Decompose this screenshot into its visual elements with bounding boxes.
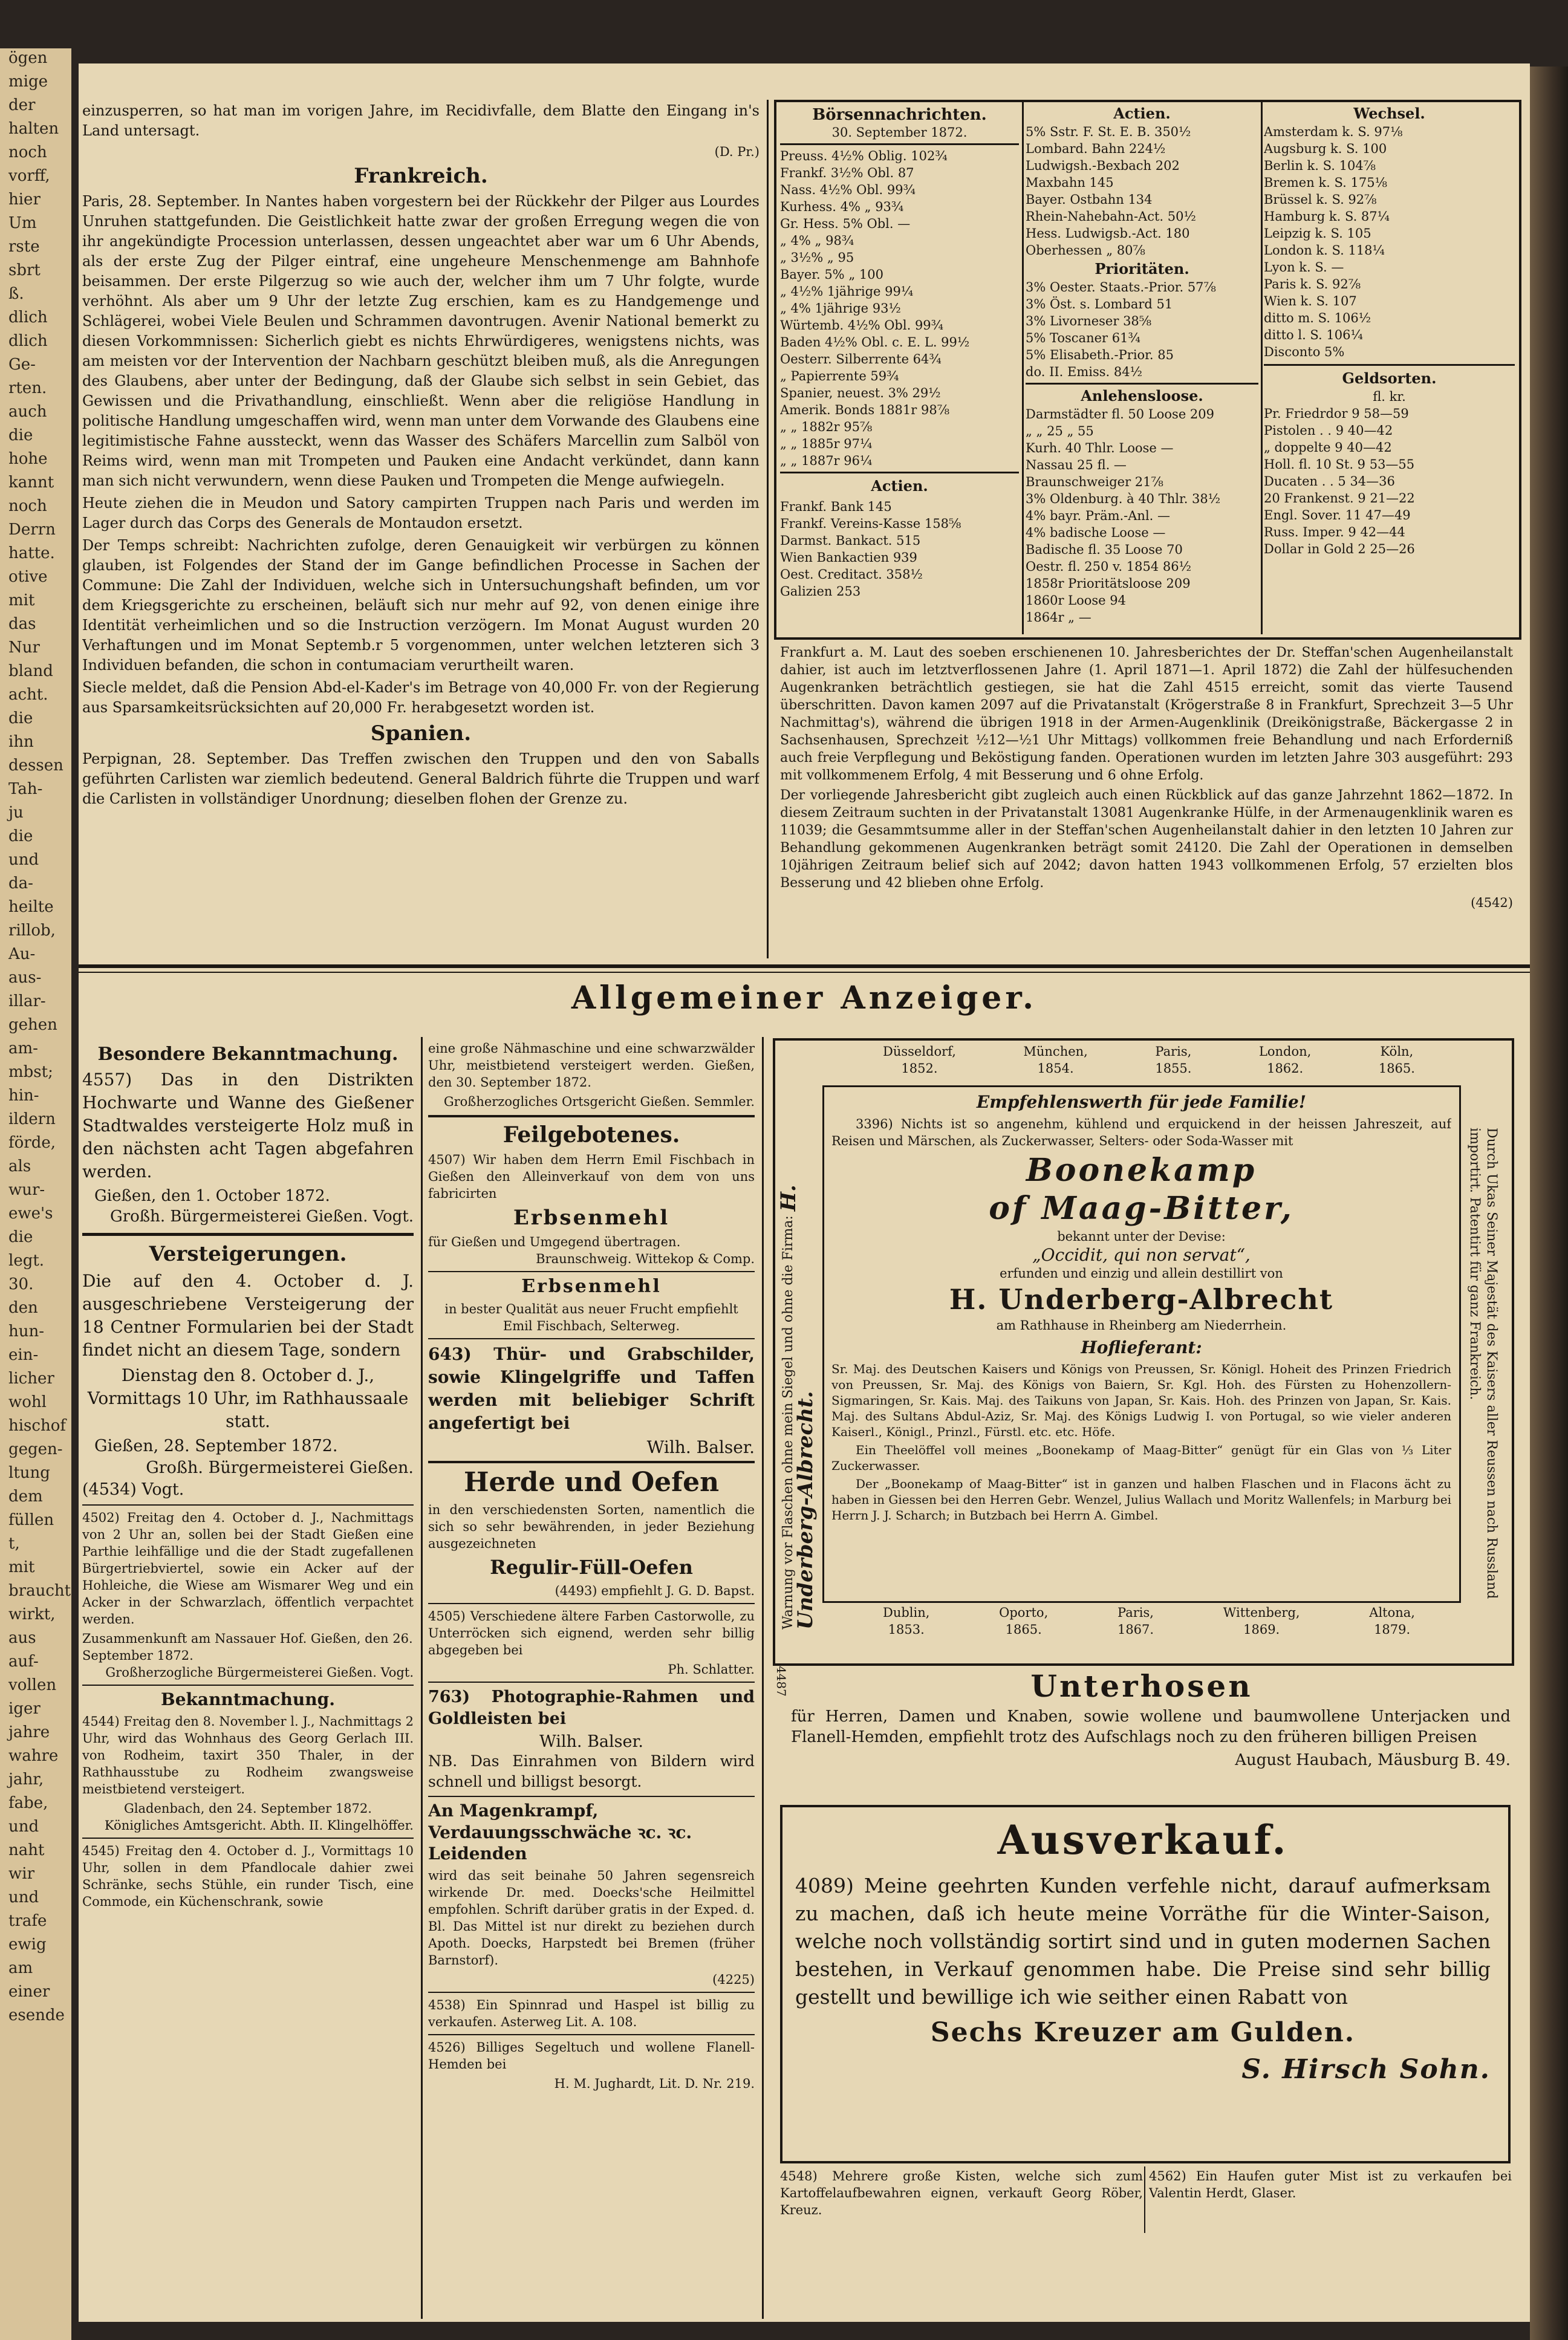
erbsenmehl-1: Erbsenmehl xyxy=(513,1206,670,1230)
actien-row: Galizien 253 xyxy=(780,584,861,599)
margin-fragment: licher xyxy=(8,1370,54,1388)
vers-text-2: Dienstag den 8. October d. J., Vormittags 10 Uhr, im Rathhaussaale statt. xyxy=(87,1365,409,1431)
margin-fragment: mit xyxy=(8,591,35,609)
ausverkauf-content xyxy=(795,1814,1491,2153)
margin-fragment: förde, xyxy=(8,1134,56,1152)
ad-4507-sign: Braunschweig. Wittekop & Comp. xyxy=(536,1252,755,1266)
margin-fragment: aus xyxy=(8,1629,36,1647)
margin-fragment: Au- xyxy=(8,945,36,963)
geld-row: „ doppelte 9 40—42 xyxy=(1264,440,1392,455)
margin-fragment: ju xyxy=(8,804,24,822)
france-paragraph-4: Siecle meldet, daß die Pension Abd-el-Kader's im Betrage von 40,000 Fr. von der Regierung aus Sparsamkeitsrücksichten auf 20,000 Fr. herabgesetzt worden ist. xyxy=(82,679,760,716)
medal-city: München, 1854. xyxy=(1023,1044,1088,1076)
margin-fragment: Tah- xyxy=(8,780,43,798)
margin-fragment: rten. xyxy=(8,379,47,397)
wechsel-row: Lyon k. S. — xyxy=(1264,260,1344,275)
bond-row: Kurhess. 4% „ 93¾ xyxy=(780,200,904,214)
anlehen-title: Anlehensloose. xyxy=(1081,387,1203,405)
wechsel-row: Leipzig k. S. 105 xyxy=(1264,226,1371,241)
medal-city: Düsseldorf, 1852. xyxy=(883,1044,956,1076)
margin-fragment: wohl xyxy=(8,1393,47,1411)
anlehen-row: 3% Oldenburg. à 40 Thlr. 38½ xyxy=(1026,492,1221,506)
bond-row: „ 4% „ 98¾ xyxy=(780,233,854,248)
geld-row: Engl. Sover. 11 47—49 xyxy=(1264,508,1411,522)
boonekamp-verkauf: Der „Boonekamp of Maag-Bitter“ ist in ganzen und halben Flaschen und in Flacons ächt zu haben in Giessen bei den Herren Gebr. Wenzel, Julius Wallach und Moritz Wallenfels; in Marburg bei Herrn J. J. Scharch; in Butzbach bei Herrn A. Gimbel. xyxy=(831,1477,1451,1523)
unterhosen-text: für Herren, Damen und Knaben, sowie wollene und baumwollene Unterjacken und Flanell-Hemden, empfiehlt trotz des Aufschlags noch zu den früheren billigen Preisen xyxy=(791,1708,1511,1746)
france-paragraph-2: Heute ziehen die in Meudon und Satory campirten Truppen nach Paris und werden im Lager durch das Corps des Generals de Montaudon ersetzt. xyxy=(82,495,760,531)
margin-fragment: noch xyxy=(8,497,47,515)
anlehen-row: Badische fl. 35 Loose 70 xyxy=(1026,542,1183,557)
geld-row: Pistolen . . 9 40—42 xyxy=(1264,423,1393,438)
prior-row: 3% Livorneser 38⅝ xyxy=(1026,314,1152,328)
ad-4544-sign: Königliches Amtsgericht. Abth. II. Klingelhöffer. xyxy=(104,1818,414,1833)
margin-fragment: vorff, xyxy=(8,167,50,185)
boonekamp-loeffel: Ein Theelöffel voll meines „Boonekamp of Maag-Bitter“ genügt für ein Glas von ⅓ Liter Zuckerwasser. xyxy=(831,1443,1451,1473)
prior-list xyxy=(1026,279,1258,380)
geld-head: fl. kr. xyxy=(1373,389,1406,404)
bond-row: „ 3½% „ 95 xyxy=(780,250,854,265)
margin-fragment: ögen xyxy=(8,49,48,67)
medal-city: Köln, 1865. xyxy=(1378,1044,1415,1076)
actien-row: Bayer. Ostbahn 134 xyxy=(1026,192,1153,207)
margin-fragment: wahre xyxy=(8,1747,59,1765)
margin-fragment: die xyxy=(8,709,33,727)
margin-fragment: halten xyxy=(8,120,59,138)
geld-row: 20 Frankenst. 9 21—22 xyxy=(1264,491,1415,505)
margin-fragment: Derrn xyxy=(8,521,56,539)
prior-row: 5% Toscaner 61¾ xyxy=(1026,331,1140,345)
margin-fragment: ltung xyxy=(8,1464,50,1482)
ad-763-nb: NB. Das Einrahmen von Bildern wird schnell und billigst besorgt. xyxy=(428,1752,755,1790)
medal-city: Dublin, 1853. xyxy=(883,1605,930,1637)
boonekamp-top-cities xyxy=(883,1043,1415,1085)
margin-fragment: esende xyxy=(8,2006,65,2024)
margin-fragment: hin- xyxy=(8,1087,39,1105)
boonekamp-maker-addr: am Rathhause in Rheinberg am Niederrhein. xyxy=(996,1318,1287,1333)
wechsel-row: Paris k. S. 92⅞ xyxy=(1264,277,1361,291)
margin-fragment: ß. xyxy=(8,285,24,303)
spain-paragraph: Perpignan, 28. September. Das Treffen zwischen den Truppen und den von Saballs geführten Carlisten war ziemlich bedeutend. General Baldrich führte die Truppen und warf die Carlisten in vollständiger Unordnung; dieselben flohen der Grenze zu. xyxy=(82,750,760,807)
ads-divider-2 xyxy=(762,1037,764,2319)
bond-row: Oesterr. Silberrente 64¾ xyxy=(780,352,942,366)
heading-spanien: Spanien. xyxy=(370,721,472,746)
vers-num: (4534) Vogt. xyxy=(82,1480,184,1499)
margin-fragment: wir xyxy=(8,1865,34,1883)
prior-row: do. II. Emiss. 84½ xyxy=(1026,365,1142,379)
boerse-date: 30. September 1872. xyxy=(831,125,968,140)
medal-city: Paris, 1867. xyxy=(1117,1605,1154,1637)
erbsenmehl-2: Erbsenmehl xyxy=(521,1276,662,1297)
ad-643: 643) Thür- und Grabschilder, sowie Klingelgriffe und Taffen werden mit beliebiger Schrift angefertigt bei xyxy=(428,1344,755,1433)
frankfurt-text-2: Der vorliegende Jahresbericht gibt zugleich auch einen Rückblick auf das ganze Jahrzehnt 1862—1872. In diesem Zeitraum suchten in der Privatanstalt 13081 Augenkranke Hülfe, in der Armenaugenklinik waren es 11039; die Gesammtsumme aller in der Steffan'schen Augenheilanstalt dahier in den letzten 10 Jahren zur Behandlung gekommenen Augenkranken beträgt somit 24120. Die Zahl der Operationen in demselben 10jährigen Zeitraum belief sich auf 2042; davon hatten 1943 vollkommenen Erfolg, 57 erzielten blos Besserung und 42 blieben ohne Erfolg. xyxy=(780,788,1513,891)
margin-fragment: am- xyxy=(8,1039,38,1058)
actien-row: Frankf. Bank 145 xyxy=(780,499,892,514)
margin-fragment: fabe, xyxy=(8,1794,48,1812)
regulir-oefen: Regulir-Füll-Oefen xyxy=(490,1556,693,1579)
ad-4502-place: Zusammenkunft am Nassauer Hof. Gießen, den 26. September 1872. xyxy=(82,1631,413,1663)
margin-fragment: otive xyxy=(8,568,48,586)
bek-date: Gießen, den 1. October 1872. xyxy=(94,1187,330,1205)
ad-4502-sign: Großherzogliche Bürgermeisterei Gießen. Vogt. xyxy=(105,1665,414,1680)
margin-fragment: rste xyxy=(8,238,40,256)
france-paragraph-3: Der Temps schreibt: Nachrichten zufolge, deren Genauigkeit wir verbürgen zu können glauben, ist Folgendes der Stand der im Gange befindlichen Processe in Sachen der Commune: Die Zahl der Individuen, welche sich in Untersuchungshaft befinden, um vor dem Kriegsgerichte zu erscheinen, beläuft sich nur mehr auf 92, von denen einige ihre Identität verheimlichen und so die Instruction verzögern. Im Monat August wurden 20 Verhaftungen und im Monat Septemb.r 5 vorgenommen, unter welchen letzteren sich 3 Individuen befanden, die schon in contumaciam verurtheilt waren. xyxy=(82,537,760,674)
bond-row: Bayer. 5% „ 100 xyxy=(780,267,883,282)
ad-4538: 4538) Ein Spinnrad und Haspel ist billig zu verkaufen. Asterweg Lit. A. 108. xyxy=(428,1998,755,2029)
boonekamp-empf: Empfehlenswerth für jede Familie! xyxy=(976,1092,1307,1112)
anlehen-row: Nassau 25 fl. — xyxy=(1026,458,1127,472)
margin-fragment: acht. xyxy=(8,686,48,704)
wechsel-row: Disconto 5% xyxy=(1264,345,1345,359)
boonekamp-intro: 3396) Nichts ist so angenehm, kühlend und erquickend in der heissen Jahreszeit, auf Reisen und Märschen, als Zuckerwasser, Selters- oder Soda-Wasser mit xyxy=(831,1117,1451,1148)
margin-fragment: die xyxy=(8,426,33,444)
prior-row: 3% Öst. s. Lombard 51 xyxy=(1026,297,1173,311)
actien-row: Darmst. Bankact. 515 xyxy=(780,533,921,548)
wechsel-row: Berlin k. S. 104⅞ xyxy=(1264,158,1376,173)
feil-title: Feilgebotenes. xyxy=(503,1122,680,1148)
wechsel-row: ditto m. S. 106½ xyxy=(1264,311,1371,325)
anzeiger-title: Allgemeiner Anzeiger. xyxy=(571,980,1038,1016)
actien-row: Oberhessen „ 80⅞ xyxy=(1026,243,1145,258)
boerse-divider-1 xyxy=(1022,102,1024,634)
herde-title: Herde und Oefen xyxy=(463,1467,720,1498)
ad-4526-sign: H. M. Jughardt, Lit. D. Nr. 219. xyxy=(554,2076,755,2091)
margin-fragment: die xyxy=(8,827,33,845)
prior-row: 5% Elisabeth.-Prior. 85 xyxy=(1026,348,1174,362)
herde-text: in den verschiedensten Sorten, namentlich die sich so sehr bewährenden, in jeder Beziehung ausgezeichneten xyxy=(428,1503,755,1551)
wechsel-row: Amsterdam k. S. 97⅛ xyxy=(1264,125,1403,139)
bond-list xyxy=(780,148,1019,469)
actien-title-2: Actien. xyxy=(1113,105,1171,122)
margin-fragment: und xyxy=(8,1888,39,1906)
actien-row: Lombard. Bahn 224½ xyxy=(1026,141,1166,156)
boerse-col2 xyxy=(1026,103,1258,635)
ausverkauf-sign: S. Hirsch Sohn. xyxy=(1241,2054,1491,2085)
vers-date: Gießen, 28. September 1872. xyxy=(94,1437,338,1455)
bond-row: Preuss. 4½% Oblig. 102¾ xyxy=(780,149,948,163)
margin-fragment: die xyxy=(8,1228,33,1246)
magen-title: An Magenkrampf, Verdauungsschwäche ꝛc. ꝛc. Leidenden xyxy=(428,1801,692,1864)
ad-4545: 4545) Freitag den 4. October d. J., Vormittags 10 Uhr, sollen in dem Pfandlocale dahier zwei Schränke, sechs Stühle, ein runder Tisch, eine Commode, ein Küchenschrank, sowie xyxy=(82,1844,414,1909)
erbsenmehl-2-text: in bester Qualität aus neuer Frucht empfiehlt Emil Fischbach, Selterweg. xyxy=(444,1302,738,1333)
margin-fragment: aus- xyxy=(8,969,42,987)
margin-fragment: t, xyxy=(8,1535,20,1553)
anlehen-row: „ „ 25 „ 55 xyxy=(1026,424,1094,438)
bond-row: „ 4½% 1jährige 99¼ xyxy=(780,284,914,299)
actien-list-2 xyxy=(1026,123,1258,259)
margin-fragment: wirkt, xyxy=(8,1605,56,1623)
margin-fragment: hun- xyxy=(8,1322,45,1341)
actien-row: Wien Bankactien 939 xyxy=(780,550,917,565)
geld-row: Dollar in Gold 2 25—26 xyxy=(1264,542,1415,556)
ad-4544: 4544) Freitag den 8. November l. J., Nachmittags 2 Uhr, wird das Wohnhaus des Georg Gerlach III. von Rodheim, taxirt 350 Thaler, in der Rathhausstube zu Rodheim zwangsweise meistbietend versteigert. xyxy=(82,1714,414,1796)
medal-city: Wittenberg, 1869. xyxy=(1223,1605,1300,1637)
intro-text: einzusperren, so hat man im vorigen Jahre, im Recidivfalle, dem Blatte den Eingang in's Land untersagt. xyxy=(82,102,760,139)
margin-fragment: naht xyxy=(8,1841,45,1859)
bond-row: Würtemb. 4½% Obl. 99¾ xyxy=(780,318,944,333)
actien-title-1: Actien. xyxy=(871,477,928,495)
margin-fragment: da- xyxy=(8,874,33,892)
geld-title: Geldsorten. xyxy=(1342,369,1437,387)
actien-row: 5% Sstr. F. St. E. B. 350½ xyxy=(1026,125,1191,139)
anlehen-list xyxy=(1026,406,1258,626)
margin-fragment: den xyxy=(8,1299,38,1317)
margin-fragment: der xyxy=(8,96,36,114)
margin-fragment: wur- xyxy=(8,1181,45,1199)
unterhosen-sign: August Haubach, Mäusburg B. 49. xyxy=(1235,1751,1511,1769)
anzeiger-header xyxy=(79,973,1530,1028)
boonekamp-devise: bekannt unter der Devise: xyxy=(1057,1229,1226,1244)
wechsel-title: Wechsel. xyxy=(1353,105,1425,122)
anlehen-row: 4% badische Loose — xyxy=(1026,525,1166,540)
margin-fragment: hier xyxy=(8,190,41,209)
prior-row: 3% Oester. Staats.-Prior. 57⅞ xyxy=(1026,280,1216,294)
newspaper-page xyxy=(79,63,1530,2322)
ad-4548: 4548) Mehrere große Kisten, welche sich zum Kartoffelaufbewahren eignen, verkauft Georg Röber, Kreuz. xyxy=(780,2169,1143,2217)
bek-text: 4557) Das in den Distrikten Hochwarte und Wanne des Gießener Stadtwaldes versteigerte Holz muß in den nächsten acht Tagen abgefahren werden. xyxy=(82,1070,414,1181)
prior-title: Prioritäten. xyxy=(1095,260,1189,278)
wechsel-row: Hamburg k. S. 87¼ xyxy=(1264,209,1390,224)
wechsel-row: Brüssel k. S. 92⅞ xyxy=(1264,192,1377,207)
anlehen-row: Darmstädter fl. 50 Loose 209 xyxy=(1026,407,1215,421)
ausverkauf-title: Ausverkauf. xyxy=(997,1816,1289,1864)
anlehen-row: 4% bayr. Präm.-Anl. — xyxy=(1026,509,1171,523)
margin-fragment: rillob, xyxy=(8,921,56,940)
margin-fragment: ihn xyxy=(8,733,34,751)
anlehen-row: 1858r Prioritätsloose 209 xyxy=(1026,576,1191,591)
medal-city: Paris, 1855. xyxy=(1155,1044,1192,1076)
ad-4505: 4505) Verschiedene ältere Farben Castorwolle, zu Unterröcken sich eignend, werden sehr billig abgegeben bei xyxy=(428,1609,755,1657)
ads-column-2 xyxy=(428,1040,755,2322)
bond-row: „ Papierrente 59¾ xyxy=(780,369,899,383)
margin-fragment: mige xyxy=(8,73,48,91)
boonekamp-side-left-text: Warnung vor Flaschen ohne mein Siegel und ohne die Firma: xyxy=(781,1215,796,1630)
margin-fragment: als xyxy=(8,1157,31,1175)
bottom-divider xyxy=(1144,2166,1145,2233)
bond-row: Baden 4½% Obl. c. E. L. 99½ xyxy=(780,335,970,349)
ad-4544-date: Gladenbach, den 24. September 1872. xyxy=(124,1801,372,1816)
margin-fragment: dessen xyxy=(8,756,63,775)
margin-fragment: auch xyxy=(8,403,47,421)
ad-643-sign: Wilh. Balser. xyxy=(646,1437,755,1457)
boonekamp-side-left-big: H. Underberg-Albrecht. xyxy=(776,1185,818,1630)
margin-fragment: dlich xyxy=(8,332,48,350)
ad-4562: 4562) Ein Haufen guter Mist ist zu verkaufen bei Valentin Herdt, Glaser. xyxy=(1149,2169,1512,2200)
book-spine xyxy=(1530,67,1568,2340)
ad-763-sign: Wilh. Balser. xyxy=(539,1732,644,1751)
margin-fragment: Ge- xyxy=(8,356,36,374)
wechsel-list xyxy=(1264,123,1515,360)
herde-num: (4493) empfiehlt J. G. D. Bapst. xyxy=(555,1584,755,1598)
boonekamp-side-right-text: Durch Ukas Seiner Majestät des Kaisers aller Reussen nach Russland importirt. Patentirt für ganz Frankreich. xyxy=(1467,1128,1499,1599)
margin-fragment: mit xyxy=(8,1558,35,1576)
margin-fragment: trafe xyxy=(8,1912,47,1930)
margin-fragment: einer xyxy=(8,1983,50,2001)
actien-row: Rhein-Nahebahn-Act. 50½ xyxy=(1026,209,1196,224)
bond-row: „ 4% 1jährige 93½ xyxy=(780,301,901,316)
medal-city: London, 1862. xyxy=(1258,1044,1312,1076)
vers-text: Die auf den 4. October d. J. ausgeschriebene Versteigerung der 18 Centner Formularien bei der Stadt findet nicht an diesem Tage, sondern xyxy=(82,1271,414,1360)
wechsel-row: ditto l. S. 106¼ xyxy=(1264,328,1363,342)
anlehen-row: Oestr. fl. 250 v. 1854 86½ xyxy=(1026,559,1191,574)
frankfurt-text-1: Frankfurt a. M. Laut des soeben erschienenen 10. Jahresberichtes der Dr. Steffan'schen Augenheilanstalt dahier, ist auch im letztverflossenen Jahre (1. April 1871—1. April 1872) die Zahl der hülfesuchenden Augenkranken beträchtlich gestiegen, sie hat die Zahl 4515 erreicht, somit das vierte Tausend überschritten. Davon kamen 2097 auf die Privatanstalt (Krögerstraße 8 in Frankfurt, Sprechzeit 3—5 Uhr Nachmittag's), während die übrigen 1918 in der Armen-Augenklinik (Dreikönigstraße, Bäckergasse 2 in Sachsenhausen, Sprechzeit ½12—½1 Uhr Mittags) vollkommen freie Behandlung und nach Erforderniß auch freie Verpflegung und Beköstigung fanden. Operationen wurden im letzten Jahre 303 ausgeführt: 293 mit vollkommenem Erfolg, 4 mit Besserung und 6 ohne Erfolg. xyxy=(780,645,1513,783)
frankfurt-num: (4542) xyxy=(1471,895,1513,910)
ad-4502: 4502) Freitag den 4. October d. J., Nachmittags von 2 Uhr an, sollen bei der Stadt Gießen eine Parthie leihfällige und die der Stadt zugefallenen Bürgertriebviertel, sowie ein Acker auf der Hohleiche, die Wiese am Wismarer Weg und ein Acker in der Schwarzlach, öffentlich verpachtet werden. xyxy=(82,1510,414,1627)
intro-sign: (D. Pr.) xyxy=(714,145,760,159)
anlehen-row: Braunschweiger 21⅞ xyxy=(1026,475,1163,489)
margin-fragment: gegen- xyxy=(8,1440,63,1458)
boonekamp-side-left xyxy=(776,1146,818,1630)
margin-fragment: und xyxy=(8,851,39,869)
margin-fragment: hohe xyxy=(8,450,48,468)
bek-title: Besondere Bekanntmachung. xyxy=(97,1044,399,1065)
margin-fragment: heilte xyxy=(8,898,54,916)
margin-fragment: hatte. xyxy=(8,544,55,562)
margin-fragment: jahre xyxy=(8,1723,50,1741)
actien-row: Oest. Creditact. 358½ xyxy=(780,567,923,582)
margin-fragment: dlich xyxy=(8,308,48,327)
unterhosen-num: 4487 xyxy=(774,1666,789,1697)
bond-row: Amerik. Bonds 1881r 98⅞ xyxy=(780,403,950,417)
bond-row: Frankf. 3½% Obl. 87 xyxy=(780,166,914,180)
boonekamp-side-right xyxy=(1463,1128,1500,1623)
vers-title: Versteigerungen. xyxy=(149,1242,347,1266)
magen-num: (4225) xyxy=(712,1972,755,1987)
france-paragraph-1: Paris, 28. September. In Nantes haben vorgestern bei der Rückkehr der Pilger aus Lourdes Unruhen stattgefunden. Die Geistlichkeit hatte zwar der großen Erregung wegen die von ihr angekündigte Procession unterlassen, dessen ungeachtet aber war um 6 Uhr Abends, als der erste Zug der Pilger eintraf, eine ungeheure Menschenmenge am Bahnhofe beisammen. Der erste Pilgerzug so wie auch der, welcher ihm um 7 Uhr folgte, wurde verhöhnt. Als aber um 9 Uhr der letzte Zug erschien, kam es zu Handgemenge und Schlägerei, wobei Viele Beulen und Schrammen davontrugen. Avenir National bemerkt zu diesen Vorkommnissen: Sicherlich giebt es nichts Ehrwürdigeres, wenigstens nichts, was am meisten vor der Intervention der Nachbarn geschützt bleiben muß, als die Anregungen des Glaubens, aber unter der Bedingung, daß der Glaube sich selbst in sein Gebiet, das Gewissen und die Privathandlung, einschließt. Wenn aber die religiöse Handlung in politische Handlung umgeschaffen wird, wenn man unter dem Vorwande des Glaubens eine legitimistische Fahne aussteckt, wenn das Wasser des Schäfers Marcellin zum Salböl von Reims wird, wenn man mit Trompeten und Pauken eine Andacht verkündet, dann kann man sich nicht verwundern, wenn diese Pauken und Trompeten die Menge aufwiegeln. xyxy=(82,193,760,489)
bond-row: „ „ 1882r 95⅞ xyxy=(780,420,873,434)
boerse-col3 xyxy=(1264,103,1515,635)
margin-fragment: Nur xyxy=(8,639,40,657)
margin-fragment: gehen xyxy=(8,1016,57,1034)
top-rule xyxy=(79,964,1530,968)
actien-list-1 xyxy=(780,498,1019,600)
ad-4505-sign: Ph. Schlatter. xyxy=(668,1662,755,1677)
margin-fragment: bland xyxy=(8,662,53,680)
medal-city: Oporto, 1865. xyxy=(999,1605,1049,1637)
anlehen-row: Kurh. 40 Thlr. Loose — xyxy=(1026,441,1174,455)
margin-fragment: Um xyxy=(8,214,37,232)
boonekamp-erfunden: erfunden und einzig und allein destillirt von xyxy=(1000,1266,1283,1281)
margin-fragment: hischof xyxy=(8,1417,66,1435)
boonekamp-name-1: Boonekamp xyxy=(1026,1152,1257,1189)
margin-fragment: auf- xyxy=(8,1653,39,1671)
margin-fragment: am xyxy=(8,1959,33,1977)
boerse-divider-2 xyxy=(1261,102,1263,634)
ausverkauf-rabatt: Sechs Kreuzer am Gulden. xyxy=(930,2017,1356,2048)
margin-fragment: legt. xyxy=(8,1252,45,1270)
top-rule-thin xyxy=(79,972,1530,973)
wechsel-row: Bremen k. S. 175⅛ xyxy=(1264,175,1387,190)
actien-row: Ludwigsh.-Bexbach 202 xyxy=(1026,158,1180,173)
boerse-title: Börsennachrichten. xyxy=(812,106,987,124)
boonekamp-motto: „Occidit, qui non servat“, xyxy=(1032,1245,1251,1265)
ad-4507-b: für Gießen und Umgegend übertragen. xyxy=(428,1235,681,1249)
boonekamp-hof: Hoflieferant: xyxy=(1081,1337,1202,1357)
geld-row: Pr. Friedrdor 9 58—59 xyxy=(1264,406,1409,421)
bond-row: „ „ 1887r 96¼ xyxy=(780,453,873,468)
actien-row: Frankf. Vereins-Kasse 158⅝ xyxy=(780,516,961,531)
margin-fragment: sbrt xyxy=(8,261,41,279)
margin-fragment: illar- xyxy=(8,992,46,1010)
geld-row: Ducaten . . 5 34—36 xyxy=(1264,474,1395,489)
bond-row: „ „ 1885r 97¼ xyxy=(780,437,873,451)
boonekamp-bottom-cities xyxy=(883,1604,1415,1646)
ads-column-1 xyxy=(82,1040,414,2322)
bond-row: Spanier, neuest. 3% 29½ xyxy=(780,386,941,400)
frankfurt-article xyxy=(780,644,1513,958)
anlehen-row: 1864r „ — xyxy=(1026,610,1091,625)
boonekamp-maker: H. Underberg-Albrecht xyxy=(949,1283,1334,1316)
ad-cont: eine große Nähmaschine und eine schwarzwälder Uhr, meistbietend versteigert werden. Gießen, den 30. September 1872. xyxy=(428,1041,755,1090)
column-divider xyxy=(767,100,769,958)
margin-fragment: füllen xyxy=(8,1511,54,1529)
heading-frankreich: Frankreich. xyxy=(354,164,488,188)
actien-row: Maxbahn 145 xyxy=(1026,175,1114,190)
geld-list xyxy=(1264,405,1515,557)
margin-fragment: das xyxy=(8,615,36,633)
medal-city: Altona, 1879. xyxy=(1369,1605,1415,1637)
margin-fragment: ewe's xyxy=(8,1204,53,1223)
bek2-title: Bekanntmachung. xyxy=(161,1689,335,1709)
margin-fragment: dem xyxy=(8,1487,43,1506)
bek-sign: Großh. Bürgermeisterei Gießen. Vogt. xyxy=(109,1207,414,1226)
ad-4526: 4526) Billiges Segeltuch und wollene Flanell-Hemden bei xyxy=(428,2040,755,2072)
margin-fragment: iger xyxy=(8,1700,41,1718)
ad-cont-sign: Großherzogliches Ortsgericht Gießen. Semmler. xyxy=(443,1094,755,1109)
wechsel-row: Augsburg k. S. 100 xyxy=(1264,141,1387,156)
margin-fragment: vollen xyxy=(8,1676,57,1694)
magen-text: wird das seit beinahe 50 Jahren segensreich wirkende Dr. med. Doecks'sche Heilmittel empfohlen. Schrift darüber gratis in der Exped. d. Bl. Das Mittel ist nur direkt zu beziehen durch Apoth. Doecks, Harpstedt bei Bremen (früher Barnstorf). xyxy=(428,1868,755,1968)
geld-row: Russ. Imper. 9 42—44 xyxy=(1264,525,1405,539)
margin-fragment: braucht xyxy=(8,1582,71,1600)
boonekamp-content xyxy=(831,1088,1451,1596)
wechsel-row: Wien k. S. 107 xyxy=(1264,294,1357,308)
margin-fragment: jahr, xyxy=(8,1770,44,1789)
bond-row: Gr. Hess. 5% Obl. — xyxy=(780,216,911,231)
boonekamp-hof-text: Sr. Maj. des Deutschen Kaisers und Königs von Preussen, Sr. Königl. Hoheit des Prinzen Friedrich von Preussen, Sr. Maj. des Königs von Baiern, Sr. Kgl. Hoh. des Fürsten zu Hohenzollern-Sigmaringen, Sr. Kais. Maj. des Taikuns von Japan, Sr. Kais. Hoh. des Prinzen von Japan, Sr. Kais. Maj. des Sultans Abdul-Aziz, Sr. Maj. des Königs Ludwig I. von Portugal, so wie vieler anderen Kaiserl., Königl., Prinzl., Fürstl. etc. etc. Höfe. xyxy=(831,1362,1451,1439)
bond-row: Nass. 4½% Obl. 99¾ xyxy=(780,183,916,197)
margin-fragment: ildern xyxy=(8,1110,56,1128)
unterhosen-title: Unterhosen xyxy=(1030,1668,1253,1704)
margin-fragment: kannt xyxy=(8,473,54,492)
margin-fragment: noch xyxy=(8,143,47,161)
ad-763: 763) Photographie-Rahmen und Goldleisten bei xyxy=(428,1688,755,1728)
adjacent-page-strip xyxy=(0,48,71,2340)
ads-divider-1 xyxy=(421,1037,423,2319)
ad-4548-box xyxy=(780,2168,1143,2240)
boerse-col1 xyxy=(780,103,1019,635)
wechsel-row: London k. S. 118¼ xyxy=(1264,243,1385,258)
ausverkauf-text: 4089) Meine geehrten Kunden verfehle nicht, darauf aufmerksam zu machen, daß ich heute meine Vorräthe für die Winter-Saison, welche noch vollständig sortirt sind und in guten modernen Sachen bestehen, in Verkauf genommen habe. Die Preise sind sehr billig gestellt und bewillige ich wie seither einen Rabatt von xyxy=(795,1874,1491,2009)
geld-row: Holl. fl. 10 St. 9 53—55 xyxy=(1264,457,1415,472)
anlehen-row: 1860r Loose 94 xyxy=(1026,593,1126,608)
ad-4507: 4507) Wir haben dem Herrn Emil Fischbach in Gießen den Alleinverkauf von dem von uns fabricirten xyxy=(428,1152,755,1201)
actien-row: Hess. Ludwigsb.-Act. 180 xyxy=(1026,226,1190,241)
france-column xyxy=(82,101,760,957)
margin-fragment: mbst; xyxy=(8,1063,53,1081)
vers-sign: Großh. Bürgermeisterei Gießen. xyxy=(146,1458,414,1477)
margin-fragment: und xyxy=(8,1818,39,1836)
margin-fragment: ewig xyxy=(8,1935,47,1954)
margin-fragment: ein- xyxy=(8,1346,39,1364)
margin-fragment: 30. xyxy=(8,1275,34,1293)
boonekamp-name-2: of Maag-Bitter, xyxy=(989,1190,1294,1227)
ad-4562-box xyxy=(1149,2168,1512,2240)
